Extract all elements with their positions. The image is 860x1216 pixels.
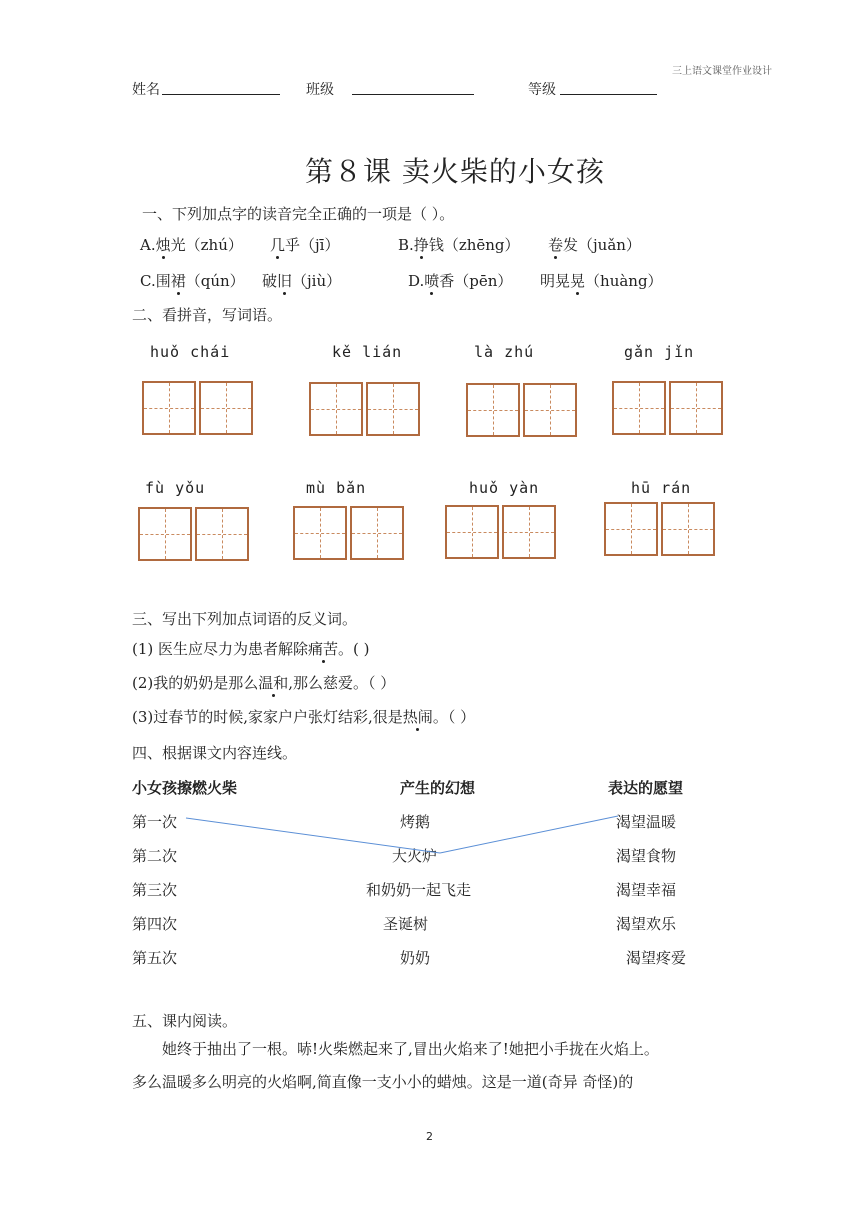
q1-heading: 一、下列加点字的读音完全正确的一项是（ ）。 [142,205,455,223]
q1-option-b-second: 卷发（juǎn） [548,236,641,254]
col1-item[interactable]: 第四次 [132,915,178,933]
q1-option-c-second: 破旧（jiù） [262,272,342,290]
col2-item[interactable]: 和奶奶一起飞走 [366,881,472,899]
pinyin-3: là zhú [474,343,535,361]
q1-option-c[interactable]: C.围裙（qún） [140,272,245,290]
col1-item[interactable]: 第三次 [132,881,178,899]
col3-item[interactable]: 渴望欢乐 [616,915,677,933]
col-header-3: 表达的愿望 [608,779,684,797]
q4-heading: 四、根据课文内容连线。 [132,744,298,762]
q1-option-a-second: 几乎（jī） [270,236,340,254]
col3-item[interactable]: 渴望疼爱 [626,949,687,967]
col2-item[interactable]: 大火炉 [392,847,438,865]
header-note: 三上语文课堂作业设计 [672,66,772,77]
col1-item[interactable]: 第二次 [132,847,178,865]
col3-item[interactable]: 渴望幸福 [616,881,677,899]
pinyin-6: mù bǎn [306,479,367,497]
pinyin-8: hū rán [631,479,692,497]
col2-item[interactable]: 烤鹅 [400,813,431,831]
page-title: 第８课 卖火柴的小女孩 [305,155,605,188]
grade-label: 等级 [528,82,556,98]
q3-sentence-3[interactable]: (3)过春节的时候,家家户户张灯结彩,很是热闹。（ ） [132,708,476,726]
q3-sentence-1[interactable]: (1) 医生应尽力为患者解除痛苦。( ) [132,640,370,658]
pinyin-4: gǎn jǐn [624,343,695,361]
col3-item[interactable]: 渴望食物 [616,847,677,865]
reading-paragraph-line-1: 她终于抽出了一根。哧!火柴燃起来了,冒出火焰来了!她把小手拢在火焰上。 [162,1040,659,1058]
q1-option-d-second: 明晃晃（huàng） [540,272,663,290]
col-header-2: 产生的幻想 [400,779,476,797]
col2-item[interactable]: 奶奶 [400,949,431,967]
pinyin-1: huǒ chái [150,343,231,361]
class-label: 班级 [306,82,334,98]
pinyin-7: huǒ yàn [469,479,540,497]
match-line [440,816,618,853]
col-header-1: 小女孩擦燃火柴 [132,779,238,797]
q1-option-d[interactable]: D.喷香（pēn） [408,272,513,290]
reading-paragraph-line-2: 多么温暖多么明亮的火焰啊,简直像一支小小的蜡烛。这是一道(奇异 奇怪)的 [132,1073,634,1091]
col3-item[interactable]: 渴望温暖 [616,813,677,831]
q1-option-a[interactable]: A.烛光（zhú） [140,236,243,254]
col2-item[interactable]: 圣诞树 [383,915,429,933]
match-line [186,818,440,853]
page-number: 2 [426,1130,433,1143]
pinyin-2: kě lián [332,343,403,361]
q2-heading: 二、看拼音，写词语。 [132,306,283,324]
name-label: 姓名 [132,82,160,98]
q5-heading: 五、课内阅读。 [132,1012,238,1030]
pinyin-5: fù yǒu [145,479,206,497]
q3-heading: 三、写出下列加点词语的反义词。 [132,610,358,628]
col1-item[interactable]: 第一次 [132,813,178,831]
q3-sentence-2[interactable]: (2)我的奶奶是那么温和,那么慈爱。（ ） [132,674,396,692]
col1-item[interactable]: 第五次 [132,949,178,967]
q1-option-b[interactable]: B.挣钱（zhēng） [398,236,520,254]
